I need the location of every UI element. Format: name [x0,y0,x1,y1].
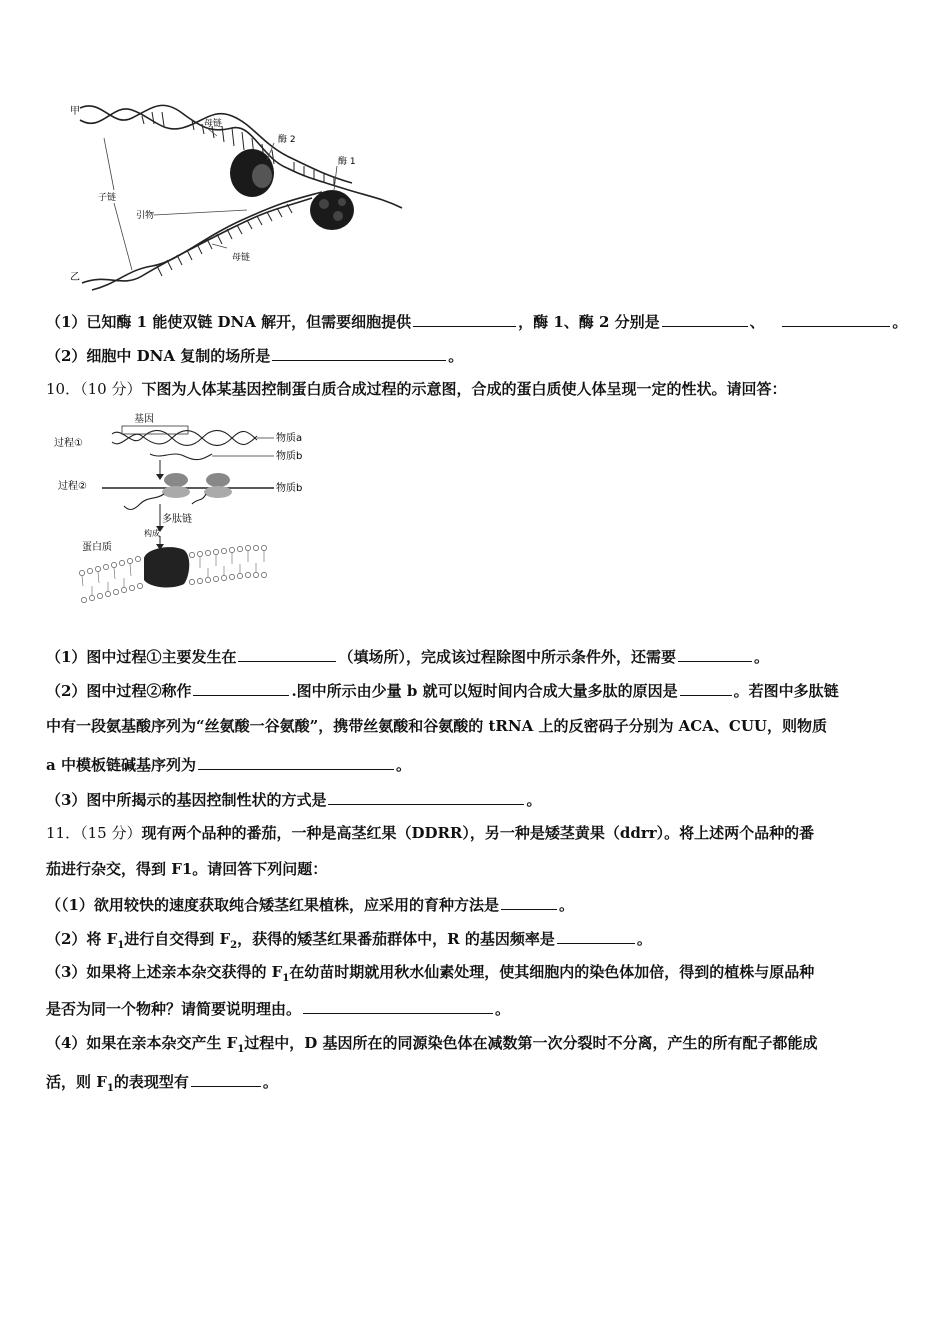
q11-p2-text-c: ，获得的矮茎红果番茄群体中，R 的基因频率是 [237,930,555,948]
q11-p3-sub: 1 [282,973,290,984]
q10-stem [46,379,786,399]
q10-part2-line1 [46,680,839,701]
q11-part1 [46,894,574,915]
q10-p2-text-f: 。 [395,756,411,774]
q11-blank-4[interactable] [191,1071,261,1087]
q9-blank-4[interactable] [272,345,446,361]
label-substance-b-2: 物质b [276,483,303,494]
q10-blank-6[interactable] [328,789,524,805]
q11-part3-line2 [46,998,510,1019]
label-yi: 乙 [70,272,80,283]
q11-p4-text-a: （4）如果在亲本杂交产生 F [46,1034,238,1052]
label-gene: 基因 [134,414,154,425]
enzyme-1-shape [310,190,354,230]
q9-p1-text-b: ，酶 1、酶 2 分别是 [518,313,660,331]
label-parent-strand-top: 母链 [204,119,223,129]
q11-stem-line2 [46,859,327,879]
ribosome-1 [162,473,190,498]
q10-p2-text-a: （2）图中过程②称作 [46,682,192,700]
q11-p4-sub-1: 1 [237,1044,245,1055]
q11-blank-3[interactable] [303,998,493,1014]
q11-number: 11．（15 分） [46,824,142,842]
q10-part1 [46,646,769,667]
q9-p1-text-c: 、 [749,313,765,331]
q9-p1-text-a: （1）已知酶 1 能使双链 DNA 解开，但需要细胞提供 [46,313,412,331]
q11-p1-text-b: 。 [558,896,574,914]
q10-blank-2[interactable] [678,646,752,662]
q10-blank-5[interactable] [198,754,394,770]
q11-blank-2[interactable] [557,928,635,944]
q10-p2-text-c: 。若图中多肽链 [733,682,839,700]
q11-stem-line1 [46,823,814,843]
label-polypeptide: 多肽链 [162,514,192,525]
q10-blank-3[interactable] [193,680,289,696]
label-primer: 引物 [136,211,155,221]
q10-blank-1[interactable] [238,646,336,662]
label-protein: 蛋白质 [82,542,112,553]
ribosome-2 [204,473,232,498]
q10-stem-text: 下图为人体某基因控制蛋白质合成过程的示意图，合成的蛋白质使人体呈现一定的性状。请回答： [141,380,787,398]
label-enzyme-2: 酶 2 [278,135,296,145]
label-substance-b-1: 物质b [276,451,303,462]
label-enzyme-1: 酶 1 [338,157,356,167]
q9-p2-text-b: 。 [448,347,464,365]
q11-part4-line1 [46,1033,818,1060]
q9-blank-2[interactable] [662,311,748,327]
q11-stem-text-b: 茄进行杂交，得到 F1。请回答下列问题： [46,860,328,878]
q11-p2-text-d: 。 [636,930,652,948]
q11-p3-text-c: 是否为同一个物种？请简要说明理由。 [46,1000,302,1018]
q11-part4-line2 [46,1071,278,1099]
q10-p2-text-d: 中有一段氨基酸序列为“丝氨酸一谷氨酸”，携带丝氨酸和谷氨酸的 tRNA 上的反密码子分别为 ACA、CUU，则物质 [46,717,827,735]
q9-part1 [46,311,907,332]
label-substance-a: 物质a [276,433,303,444]
gene-expression-figure [52,408,322,608]
q9-p2-text-a: （2）细胞中 DNA 复制的场所是 [46,347,271,365]
q10-blank-4[interactable] [680,680,732,696]
q10-p1-text-c: 。 [753,648,769,666]
q10-p2-text-b: .图中所示由少量 b 就可以短时间内合成大量多肽的原因是 [291,682,678,700]
q11-p1-text-a: （（1）欲用较快的速度获取纯合矮茎红果植株，应采用的育种方法是 [46,896,499,914]
q10-p2-text-e: a 中模板链碱基序列为 [46,756,196,774]
q11-p2-sub-1: 1 [117,940,125,951]
q10-p1-text-a: （1）图中过程①主要发生在 [46,648,237,666]
q11-blank-1[interactable] [501,894,557,910]
q9-blank-3[interactable] [782,311,890,327]
q11-p3-text-a: （3）如果将上述亲本杂交获得的 F [46,963,283,981]
q11-p4-text-b: 过程中，D 基因所在的同源染色体在减数第一次分裂时不分离，产生的所有配子都能成 [244,1034,818,1052]
label-constitute: 构成 [144,529,160,538]
q10-p3-text-b: 。 [526,791,542,809]
q11-p4-sub-2: 1 [106,1083,114,1094]
label-daughter-strand: 子链 [98,193,117,203]
q11-p2-text-a: （2）将 F [46,930,118,948]
q9-p1-text-d: 。 [892,313,908,331]
label-jia: 甲 [70,106,80,117]
q10-p1-text-b: （填场所），完成该过程除图中所示条件外，还需要 [338,648,676,666]
q11-p3-text-b: 在幼苗时期就用秋水仙素处理，使其细胞内的染色体加倍，得到的植株与原品种 [289,963,815,981]
q11-p3-text-d: 。 [495,1000,511,1018]
dna-replication-figure [62,98,412,298]
protein-shape [144,547,189,587]
q11-stem-text-a: 现有两个品种的番茄，一种是高茎红果（DDRR），另一种是矮茎黄果（ddrr）。将上述两个品种的番 [141,824,815,842]
q11-p4-text-c: 活，则 F [46,1073,107,1091]
label-parent-strand-bottom: 母链 [232,253,251,263]
q10-p3-text-a: （3）图中所揭示的基因控制性状的方式是 [46,791,327,809]
q11-part3-line1 [46,962,814,989]
q11-p4-text-d: 的表现型有 [113,1073,189,1091]
enzyme-2-shape [230,149,274,197]
q10-part2-line2 [46,716,827,736]
q11-p2-sub-2: 2 [230,940,238,951]
label-process-2: 过程② [58,481,87,492]
q11-p2-text-b: 进行自交得到 F [124,930,231,948]
q9-part2 [46,345,463,366]
q10-part3 [46,789,541,810]
q11-p4-text-e: 。 [262,1073,278,1091]
q9-blank-1[interactable] [413,311,516,327]
label-process-1: 过程① [54,438,83,449]
q11-part2 [46,928,652,956]
q10-part2-line3 [46,754,411,775]
q10-number: 10．（10 分） [46,380,142,398]
